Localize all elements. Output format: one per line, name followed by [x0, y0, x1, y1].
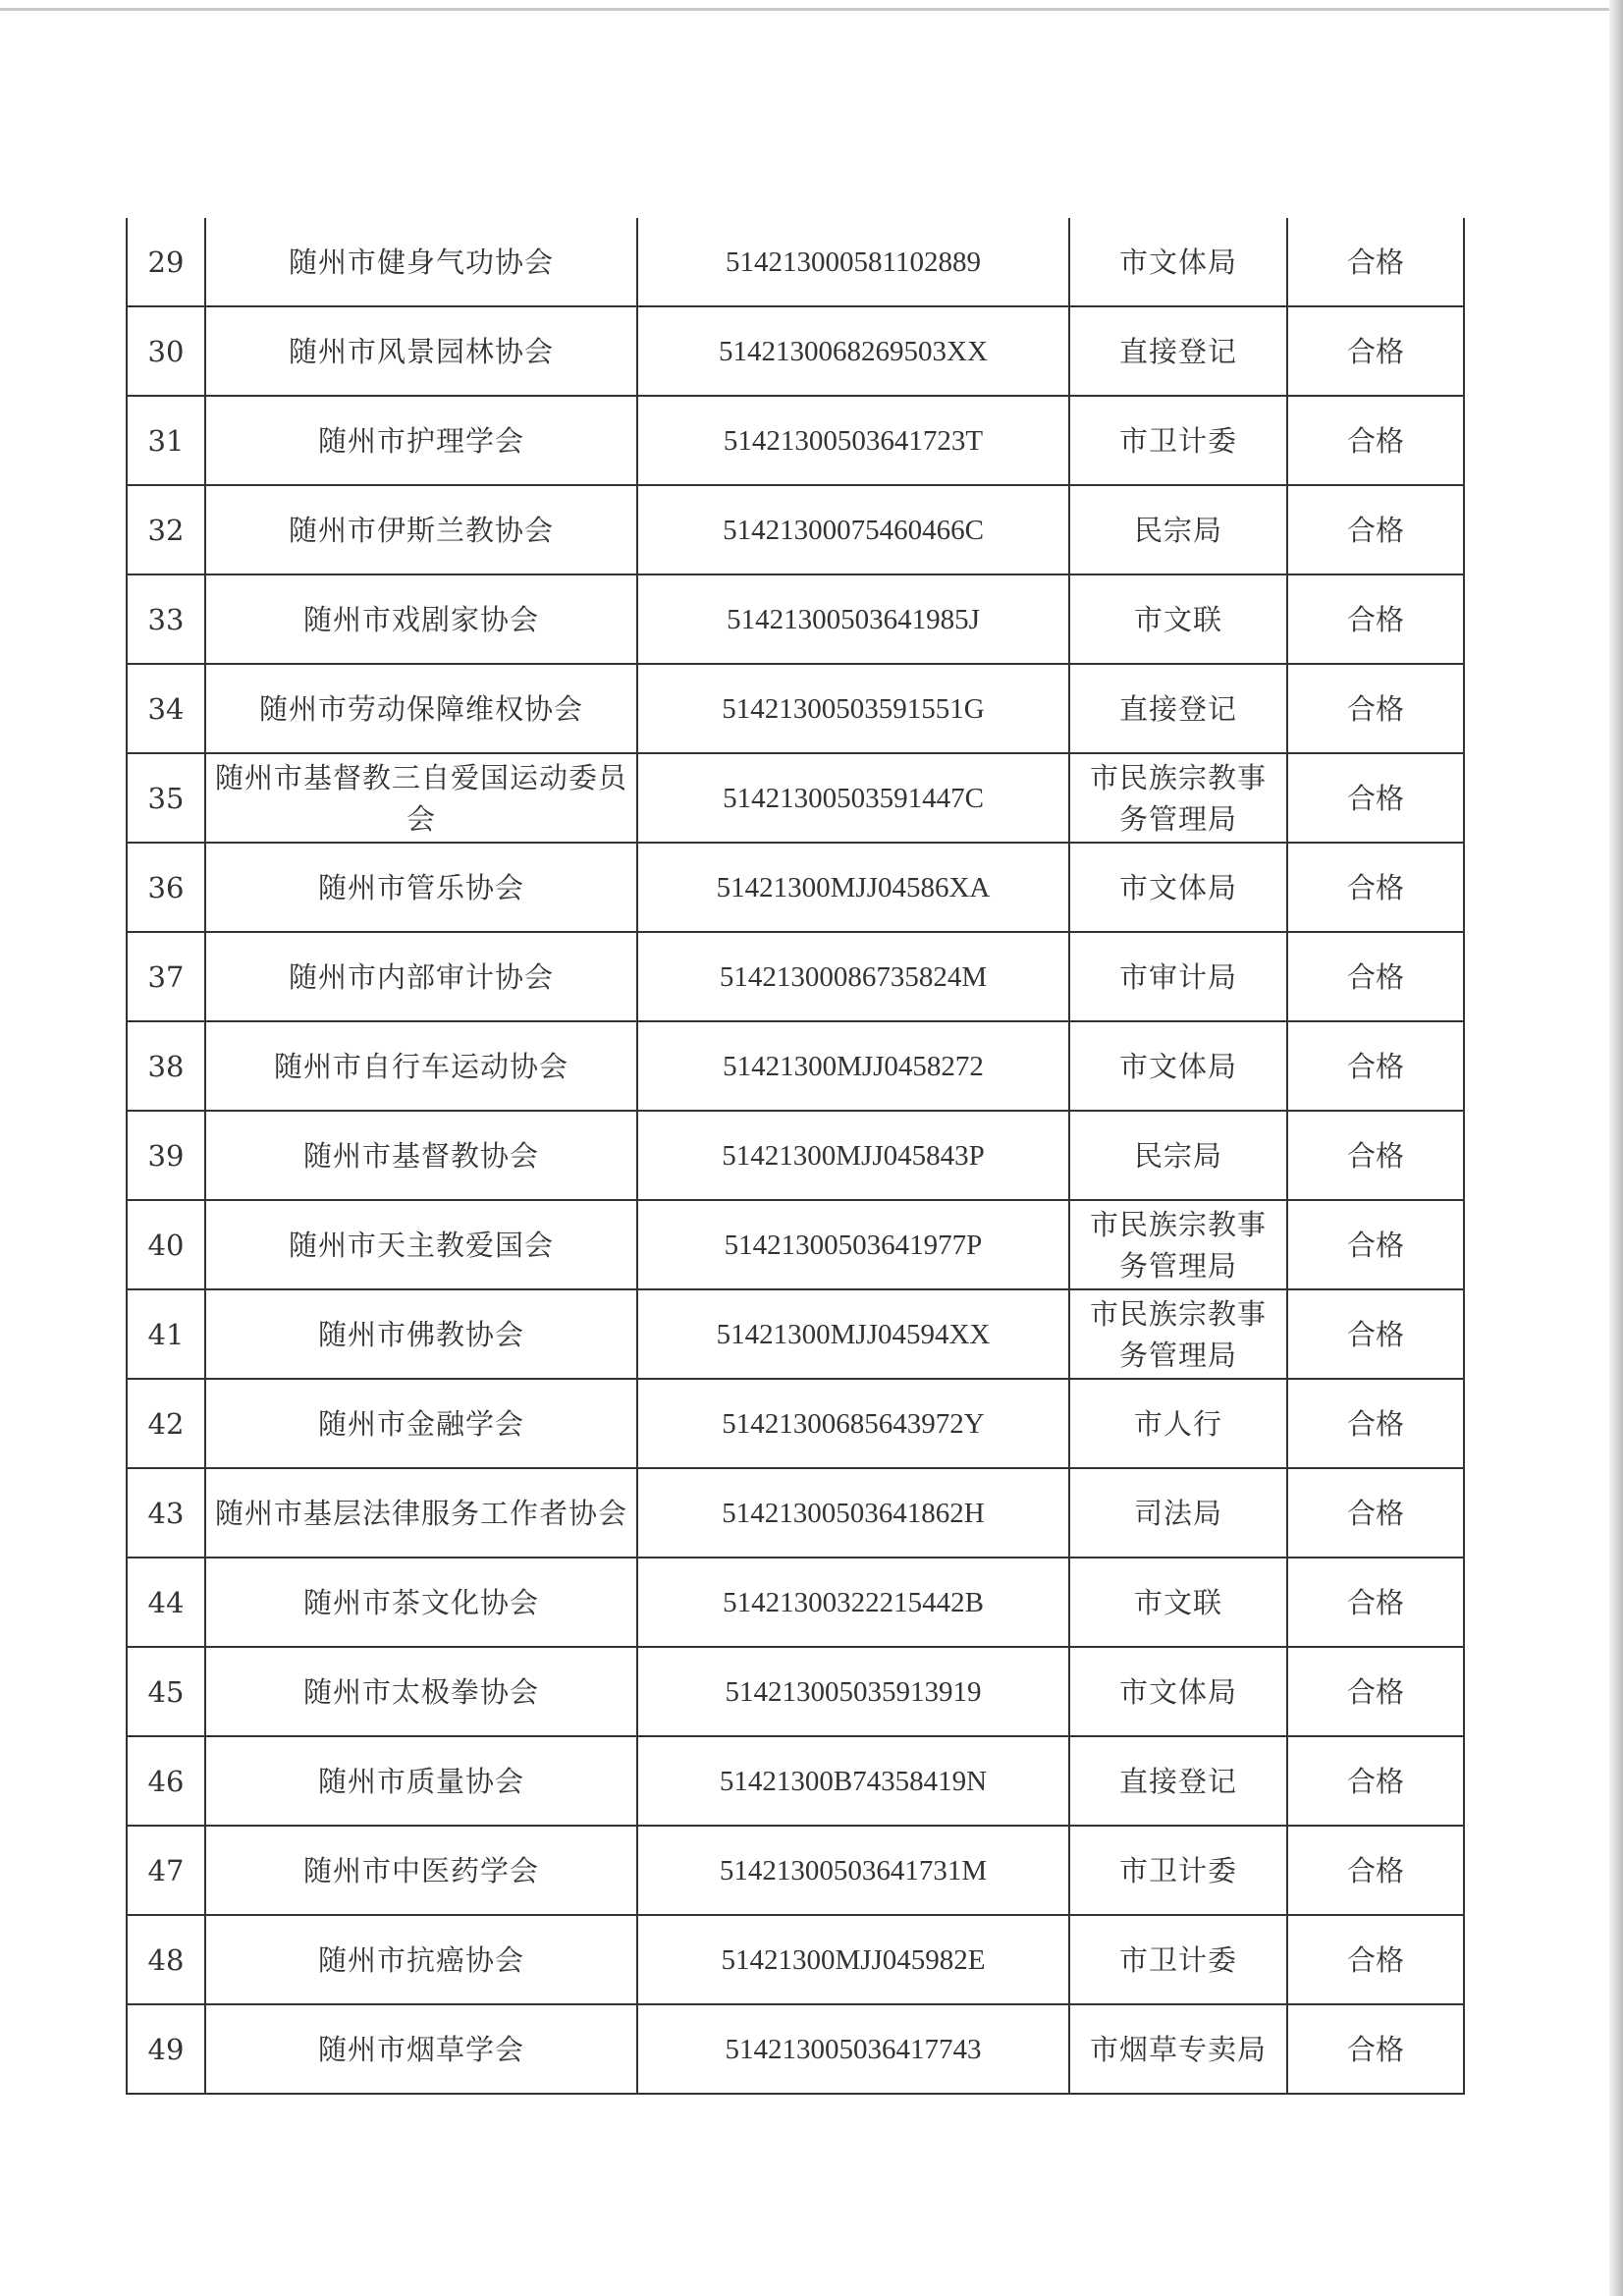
organization-name: 随州市太极拳协会 [205, 1647, 637, 1736]
row-number: 30 [127, 306, 205, 396]
table-row [127, 2004, 1464, 2094]
supervising-department: 市文联 [1069, 574, 1287, 664]
inspection-result: 合格 [1287, 396, 1464, 485]
inspection-result: 合格 [1287, 306, 1464, 396]
table-row [127, 1468, 1464, 1558]
organization-name: 随州市管乐协会 [205, 843, 637, 932]
table-row [127, 664, 1464, 753]
organization-name: 随州市戏剧家协会 [205, 574, 637, 664]
row-number: 42 [127, 1379, 205, 1468]
credit-code: 51421300086735824M [637, 932, 1069, 1021]
supervising-department: 直接登记 [1069, 664, 1287, 753]
document-page [126, 218, 1463, 2095]
organization-name: 随州市中医药学会 [205, 1826, 637, 1915]
organization-name: 随州市抗癌协会 [205, 1915, 637, 2004]
row-number: 32 [127, 485, 205, 574]
scan-top-edge [0, 8, 1623, 11]
row-number: 41 [127, 1289, 205, 1379]
supervising-department: 市烟草专卖局 [1069, 2004, 1287, 2094]
supervising-department: 直接登记 [1069, 1736, 1287, 1826]
supervising-department: 市民族宗教事务管理局 [1069, 753, 1287, 843]
table-row [127, 1826, 1464, 1915]
credit-code: 51421300075460466C [637, 485, 1069, 574]
supervising-department: 市卫计委 [1069, 396, 1287, 485]
row-number: 39 [127, 1111, 205, 1200]
inspection-result: 合格 [1287, 1021, 1464, 1111]
inspection-result: 合格 [1287, 1826, 1464, 1915]
credit-code: 514213005035913919 [637, 1647, 1069, 1736]
supervising-department: 市卫计委 [1069, 1915, 1287, 2004]
inspection-result: 合格 [1287, 664, 1464, 753]
table-row [127, 1021, 1464, 1111]
credit-code: 51421300MJJ0458272 [637, 1021, 1069, 1111]
registration-table [126, 218, 1465, 2095]
row-number: 49 [127, 2004, 205, 2094]
table-row [127, 1736, 1464, 1826]
row-number: 44 [127, 1558, 205, 1647]
row-number: 46 [127, 1736, 205, 1826]
supervising-department: 民宗局 [1069, 1111, 1287, 1200]
supervising-department: 市审计局 [1069, 932, 1287, 1021]
credit-code: 51421300503591551G [637, 664, 1069, 753]
table-row [127, 218, 1464, 306]
organization-name: 随州市劳动保障维权协会 [205, 664, 637, 753]
supervising-department: 市卫计委 [1069, 1826, 1287, 1915]
organization-name: 随州市自行车运动协会 [205, 1021, 637, 1111]
inspection-result: 合格 [1287, 843, 1464, 932]
supervising-department: 市民族宗教事务管理局 [1069, 1289, 1287, 1379]
inspection-result: 合格 [1287, 1468, 1464, 1558]
supervising-department: 市文体局 [1069, 1647, 1287, 1736]
row-number: 36 [127, 843, 205, 932]
inspection-result: 合格 [1287, 753, 1464, 843]
inspection-result: 合格 [1287, 1647, 1464, 1736]
credit-code: 51421300B74358419N [637, 1736, 1069, 1826]
credit-code: 514213000581102889 [637, 218, 1069, 306]
credit-code: 51421300MJJ04586XA [637, 843, 1069, 932]
supervising-department: 市民族宗教事务管理局 [1069, 1200, 1287, 1289]
credit-code: 514213005036417743 [637, 2004, 1069, 2094]
table-row [127, 396, 1464, 485]
row-number: 31 [127, 396, 205, 485]
credit-code: 51421300MJJ04594XX [637, 1289, 1069, 1379]
inspection-result: 合格 [1287, 218, 1464, 306]
credit-code: 51421300MJJ045982E [637, 1915, 1069, 2004]
organization-name: 随州市金融学会 [205, 1379, 637, 1468]
table-row [127, 1111, 1464, 1200]
inspection-result: 合格 [1287, 1200, 1464, 1289]
credit-code: 51421300503641862H [637, 1468, 1069, 1558]
inspection-result: 合格 [1287, 1558, 1464, 1647]
table-row [127, 1200, 1464, 1289]
credit-code: 51421300503591447C [637, 753, 1069, 843]
supervising-department: 市文体局 [1069, 218, 1287, 306]
scan-right-edge [1609, 0, 1623, 2296]
table-row [127, 932, 1464, 1021]
organization-name: 随州市护理学会 [205, 396, 637, 485]
inspection-result: 合格 [1287, 932, 1464, 1021]
table-row [127, 1289, 1464, 1379]
credit-code: 51421300322215442B [637, 1558, 1069, 1647]
inspection-result: 合格 [1287, 1111, 1464, 1200]
organization-name: 随州市伊斯兰教协会 [205, 485, 637, 574]
row-number: 47 [127, 1826, 205, 1915]
inspection-result: 合格 [1287, 2004, 1464, 2094]
organization-name: 随州市基督教三自爱国运动委员会 [205, 753, 637, 843]
row-number: 33 [127, 574, 205, 664]
supervising-department: 民宗局 [1069, 485, 1287, 574]
row-number: 48 [127, 1915, 205, 2004]
inspection-result: 合格 [1287, 1736, 1464, 1826]
credit-code: 5142130068269503XX [637, 306, 1069, 396]
supervising-department: 直接登记 [1069, 306, 1287, 396]
inspection-result: 合格 [1287, 574, 1464, 664]
organization-name: 随州市风景园林协会 [205, 306, 637, 396]
supervising-department: 市文联 [1069, 1558, 1287, 1647]
table-row [127, 574, 1464, 664]
inspection-result: 合格 [1287, 485, 1464, 574]
credit-code: 51421300503641977P [637, 1200, 1069, 1289]
table-row [127, 485, 1464, 574]
row-number: 43 [127, 1468, 205, 1558]
supervising-department: 市人行 [1069, 1379, 1287, 1468]
inspection-result: 合格 [1287, 1379, 1464, 1468]
credit-code: 51421300503641985J [637, 574, 1069, 664]
inspection-result: 合格 [1287, 1289, 1464, 1379]
credit-code: 51421300MJJ045843P [637, 1111, 1069, 1200]
organization-name: 随州市佛教协会 [205, 1289, 637, 1379]
row-number: 38 [127, 1021, 205, 1111]
table-row [127, 306, 1464, 396]
row-number: 35 [127, 753, 205, 843]
organization-name: 随州市基层法律服务工作者协会 [205, 1468, 637, 1558]
table-row [127, 1647, 1464, 1736]
organization-name: 随州市天主教爱国会 [205, 1200, 637, 1289]
credit-code: 51421300503641723T [637, 396, 1069, 485]
row-number: 45 [127, 1647, 205, 1736]
organization-name: 随州市基督教协会 [205, 1111, 637, 1200]
supervising-department: 司法局 [1069, 1468, 1287, 1558]
organization-name: 随州市烟草学会 [205, 2004, 637, 2094]
organization-name: 随州市内部审计协会 [205, 932, 637, 1021]
table-body [127, 218, 1464, 2094]
credit-code: 51421300503641731M [637, 1826, 1069, 1915]
table-row [127, 843, 1464, 932]
table-row [127, 1379, 1464, 1468]
table-row [127, 753, 1464, 843]
supervising-department: 市文体局 [1069, 1021, 1287, 1111]
credit-code: 51421300685643972Y [637, 1379, 1069, 1468]
organization-name: 随州市茶文化协会 [205, 1558, 637, 1647]
inspection-result: 合格 [1287, 1915, 1464, 2004]
organization-name: 随州市健身气功协会 [205, 218, 637, 306]
table-row [127, 1915, 1464, 2004]
organization-name: 随州市质量协会 [205, 1736, 637, 1826]
row-number: 37 [127, 932, 205, 1021]
row-number: 29 [127, 218, 205, 306]
row-number: 40 [127, 1200, 205, 1289]
table-row [127, 1558, 1464, 1647]
supervising-department: 市文体局 [1069, 843, 1287, 932]
row-number: 34 [127, 664, 205, 753]
